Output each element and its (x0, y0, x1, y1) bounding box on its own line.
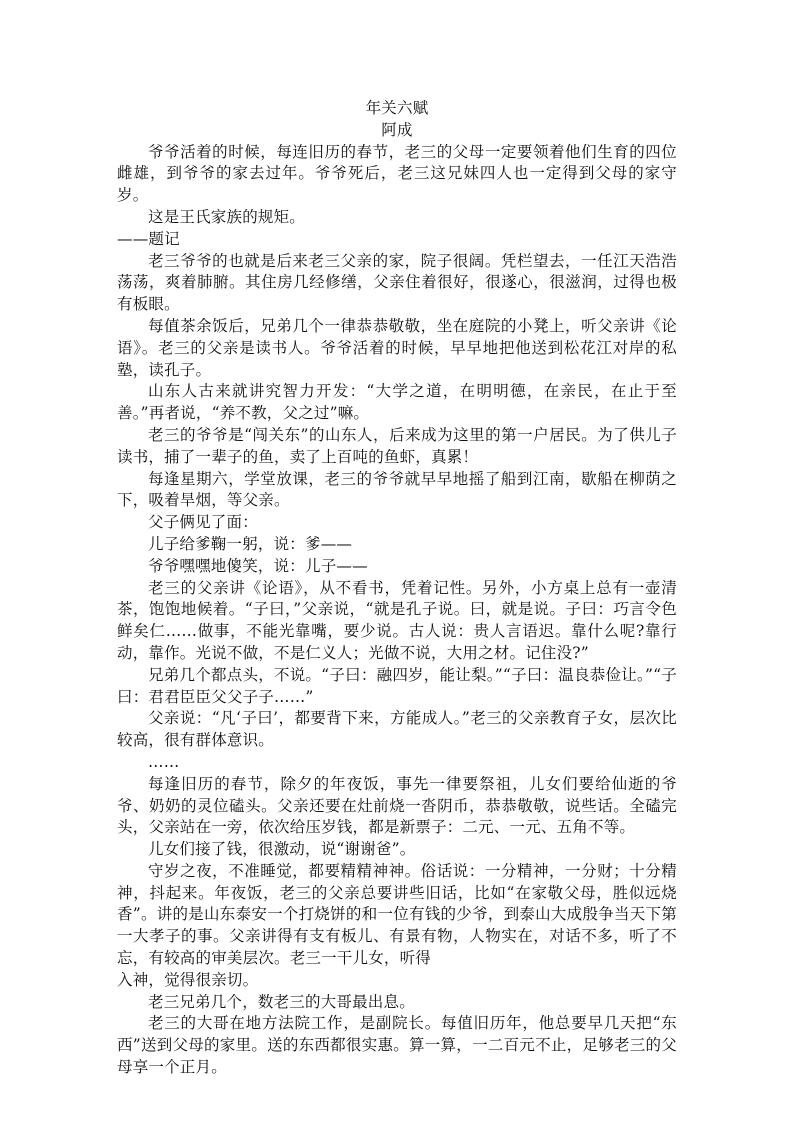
paragraph: 山东人古来就讲究智力开发：“大学之道，在明明德，在亲民，在止于至善。”再者说，“养不教，父之过”嘛。 (117, 382, 677, 423)
paragraph: …… (148, 752, 180, 771)
paragraph: 老三的父亲讲《论语》，从不看书，凭着记性。另外，小方桌上总有一壶清茶，饱饱地候着。“子曰，”父亲说，“就是孔子说。曰，就是说。子曰：巧言令色鲜矣仁……做事，不能光靠嘴，要少说。古人说：贵人言语迟。靠什么呢?靠行动，靠作。光说不做，不是仁义人；光做不说，大用之材。记住没?” (117, 578, 677, 662)
paragraph: 儿子给爹鞠一躬，说：爹—— (148, 534, 353, 553)
paragraph: 爷爷嘿嘿地傻笑，说：儿子—— (148, 556, 368, 575)
paragraph: 老三爷爷的也就是后来老三父亲的家，院子很阔。凭栏望去，一任江天浩浩荡荡，爽着肺腑。其住房几经修缮，父亲住着很好，很遂心，很滋润，过得也极有板眼。 (117, 251, 677, 314)
paragraph: 每逢旧历的春节，除夕的年夜饭，事先一律要祭祖，儿女们要给仙逝的爷爷、奶奶的灵位磕头。父亲还要在灶前烧一沓阴币，恭恭敬敬，说些话。全磕完头，父亲站在一旁，依次给压岁钱，都是新票子：二元、一元、五角不等。 (117, 774, 677, 837)
document-page (117, 98, 677, 1079)
paragraph: 每值茶余饭后，兄弟几个一律恭恭敬敬，坐在庭院的小凳上，听父亲讲《论语》。老三的父亲是读书人。爷爷活着的时候，早早地把他送到松花江对岸的私塾，读孔子。 (117, 316, 677, 379)
paragraph: 老三的大哥在地方法院工作，是副院长。每值旧历年，他总要早几天把“东西”送到父母的家里。送的东西都很实惠。算一算，一二百元不止，足够老三的父母享一个正月。 (117, 1014, 677, 1077)
paragraph: 儿女们接了钱，很激动，说“谢谢爸”。 (148, 840, 416, 859)
paragraph: 兄弟几个都点头，不说。“子曰：融四岁，能让梨。”“子曰：温良恭俭让。”“子曰：君君臣臣父父子子……” (117, 665, 677, 706)
paragraph: 父亲说：“凡‘子曰’，都要背下来，方能成人。”老三的父亲教育子女，层次比较高，很有群体意识。 (117, 709, 677, 750)
document-title: 年关六赋 (365, 99, 429, 117)
paragraph: 守岁之夜，不准睡觉，都要精精神神。俗话说：一分精神，一分财；十分精神，抖起来。年夜饭，老三的父亲总要讲些旧话，比如“在家敬父母，胜似远烧香”。讲的是山东泰安一个打烧饼的和一位有钱的少爷，到泰山大成殷争当天下第一大孝子的事。父亲讲得有支有板儿、有景有物，人物实在，对话不多，听了不忘，有较高的审美层次。老三一干儿女，听得 (117, 861, 677, 968)
paragraph: 爷爷活着的时候，每连旧历的春节，老三的父母一定要领着他们生育的四位雌雄，到爷爷的家去过年。爷爷死后，老三这兄妹四人也一定得到父母的家守岁。 (117, 142, 677, 205)
paragraph: 老三兄弟几个，数老三的大哥最出息。 (148, 992, 415, 1011)
paragraph: 老三的爷爷是“闯关东”的山东人，后来成为这里的第一户居民。为了供儿子读书，捕了一辈子的鱼，卖了上百吨的鱼虾，真累！ (117, 425, 677, 466)
paragraph: 每逢星期六，学堂放课，老三的爷爷就早早地摇了船到江南，歇船在柳荫之下，吸着旱烟，等父亲。 (117, 469, 677, 510)
document-body (117, 142, 677, 1079)
paragraph: 入神，觉得很亲切。 (117, 970, 259, 989)
document-author: 阿成 (381, 120, 413, 139)
paragraph: 这是王氏家族的规矩。 (148, 207, 306, 226)
paragraph: ——题记 (117, 229, 180, 248)
paragraph: 父子俩见了面： (148, 513, 258, 532)
